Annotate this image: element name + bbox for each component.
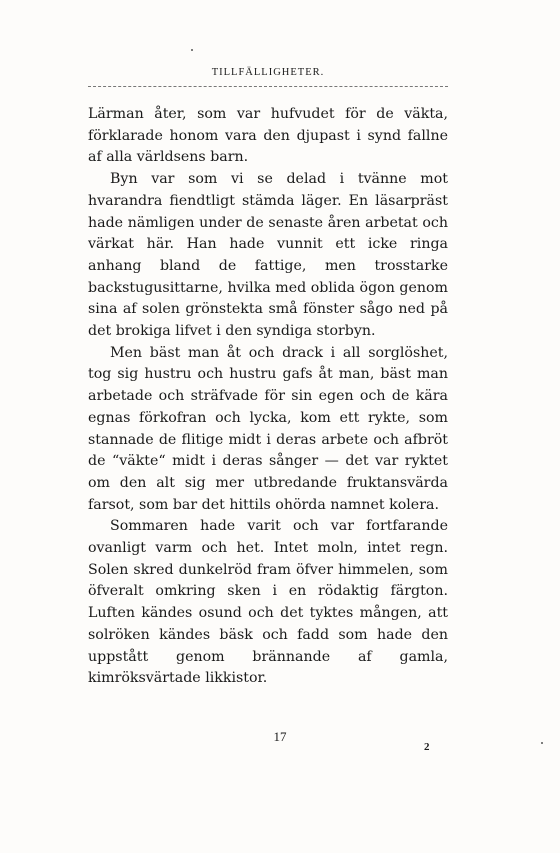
paragraph-3: Men bäst man åt och drack i all sorglöshet, tog sig hustru och hustru gafs åt man, bäst man arbetade och sträfvade för sin egen och de kära egnas förkofran och lycka, kom ett rykte, som stannade de flitige midt i deras arbete och afbröt de “väkte“ midt i deras sånger — det var ryktet om den alt sig mer utbredande fruktansvärda farsot, som bar det hittils ohörda namnet kolera. [88, 344, 448, 513]
header-rule [88, 86, 448, 87]
print-speck [541, 742, 543, 744]
paragraph-4: Sommaren hade varit och var fortfarande ovanligt varm och het. Intet moln, intet regn. Solen skred dunkelröd fram öfver himmelen, som öfveralt omkring sken i en rödaktig färgton. Luften kändes osund och det tyktes mången, att solröken kändes bäsk och fadd som hade den uppstått genom brännande af gamla, kimröksvärtade likkistor. [88, 518, 448, 687]
print-speck [191, 49, 193, 51]
paragraph-1: Lärman åter, som var hufvudet för de väkta, förklarade honom vara den djupast i synd fallne af alla världsens barn. [88, 106, 448, 166]
running-head: TILLFÄLLIGHETER. [211, 67, 325, 78]
signature-mark: 2 [424, 741, 430, 753]
paragraph-2: Byn var som vi se delad i tvänne mot hvarandra fiendtligt stämda läger. En läsarpräst hade nämligen under de senaste åren arbetat och värkat här. Han hade vunnit ett icke ringa anhang bland de fattige, men trosstarke backstugusittarne, hvilka med oblida ögon genom sina af solen grönstekta små fönster sågo ned på det brokiga lifvet i den syndiga storbyn. [88, 171, 448, 340]
page-number: 17 [273, 729, 287, 744]
body-text [88, 104, 448, 690]
